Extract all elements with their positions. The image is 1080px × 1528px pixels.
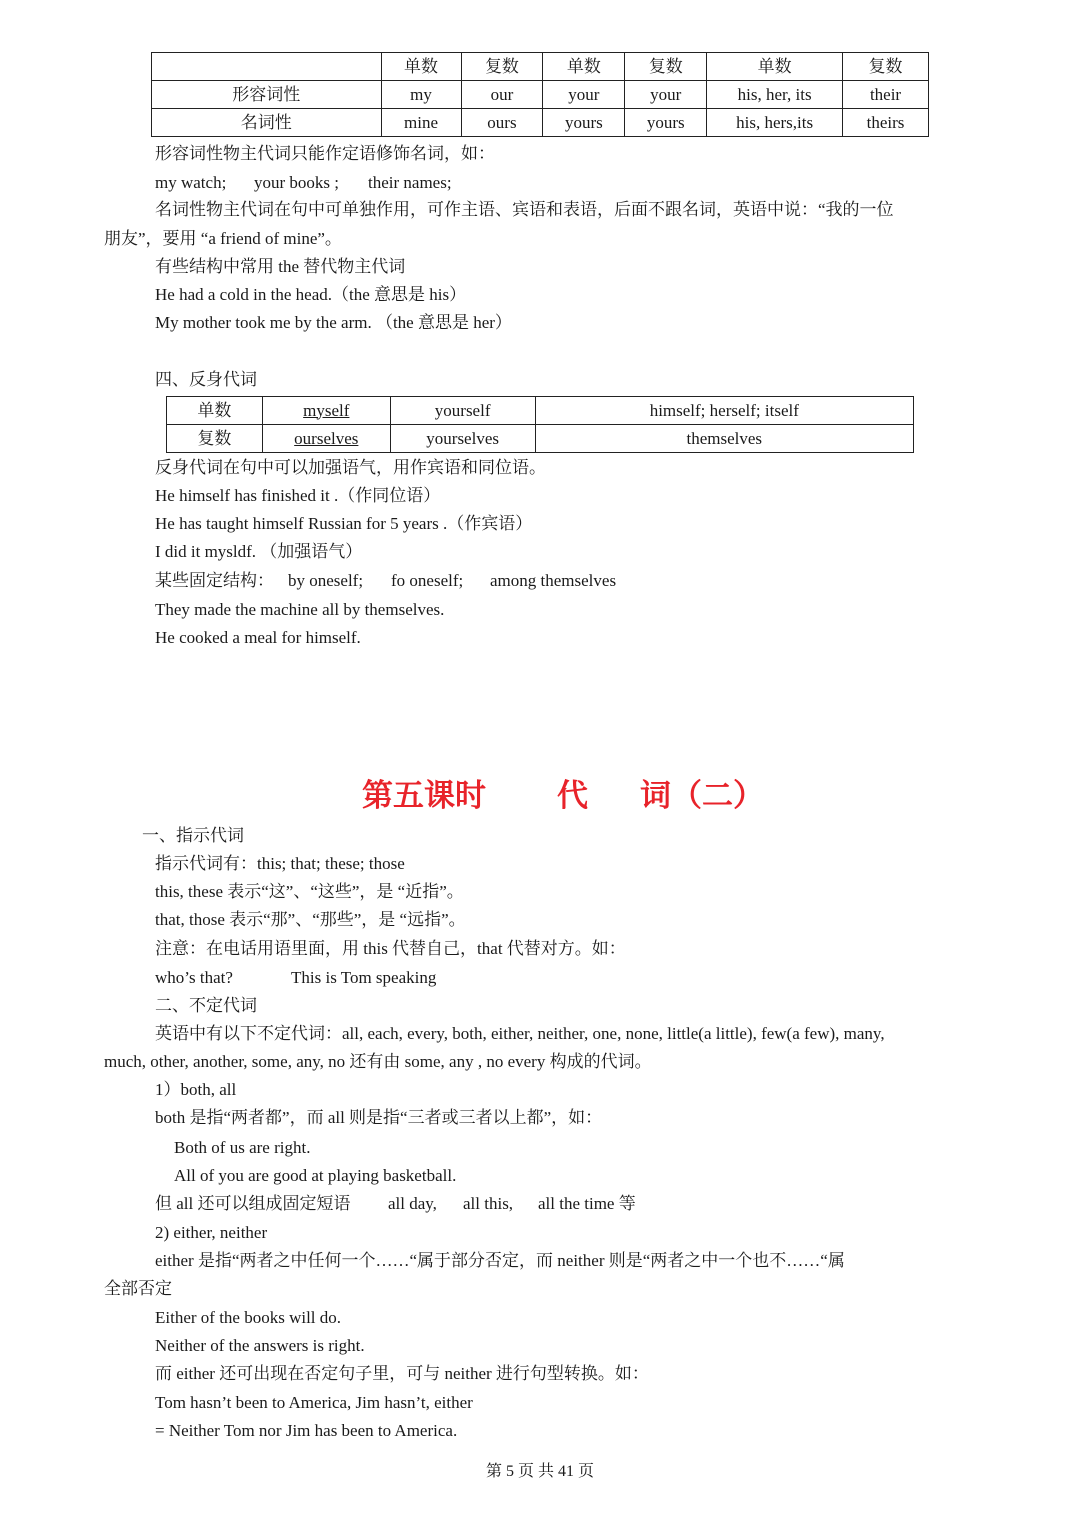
example-sentence: They made the machine all by themselves. (155, 600, 445, 619)
header-cell: 复数 (625, 53, 707, 81)
paragraph: 有些结构中常用 the 替代物主代词 (155, 257, 406, 276)
example-sentence: This is Tom speaking (291, 968, 437, 987)
paragraph: that, those 表示“那”、“那些”，是 “远指”。 (155, 910, 466, 929)
fixed-phrase: all the time 等 (538, 1194, 636, 1213)
reflexive-pronoun-table (166, 396, 914, 453)
table-row (152, 81, 929, 109)
subsection-heading: 1）both, all (155, 1080, 237, 1099)
section-heading: 二、不定代词 (155, 996, 257, 1015)
paragraph: 反身代词在句中可以加强语气，用作宾语和同位语。 (155, 458, 546, 477)
paragraph: both 是指“两者都”，而 all 则是指“三者或三者以上都”，如： (155, 1108, 603, 1127)
table-cell: our (461, 81, 543, 109)
row-label: 形容词性 (152, 81, 382, 109)
paragraph: 形容词性物主代词只能作定语修饰名词，如： (155, 144, 495, 163)
header-cell (152, 53, 382, 81)
table-row (167, 397, 914, 425)
fixed-phrase: among themselves (490, 571, 617, 590)
table-cell: yours (543, 109, 625, 137)
table-cell: mine (381, 109, 461, 137)
example-sentence: Tom hasn’t been to America, Jim hasn’t, either (155, 1393, 473, 1412)
example-sentence: He has taught himself Russian for 5 years .（作宾语） (155, 514, 533, 533)
subsection-heading: 2) either, neither (155, 1223, 268, 1242)
example-sentence: He had a cold in the head.（the 意思是 his） (155, 285, 467, 304)
example-sentence: Either of the books will do. (155, 1308, 342, 1327)
paragraph: 名词性物主代词在句中可单独作用，可作主语、宾语和表语，后面不跟名词，英语中说：“我的一位 (155, 200, 894, 219)
example-sentence: He himself has finished it .（作同位语） (155, 486, 441, 505)
lesson-title-part: 词（二） (640, 778, 764, 814)
table-row (167, 425, 914, 453)
fixed-phrase: all day, (388, 1194, 437, 1213)
example-sentence: who’s that? (155, 968, 233, 987)
table-cell: ours (461, 109, 543, 137)
example-sentence: My mother took me by the arm. （the 意思是 her） (155, 313, 512, 332)
example-sentence: He cooked a meal for himself. (155, 628, 361, 647)
header-cell: 单数 (381, 53, 461, 81)
header-cell: 复数 (461, 53, 543, 81)
table-cell: your (625, 81, 707, 109)
paragraph: 注意：在电话用语里面，用 this 代替自己，that 代替对方。如： (155, 939, 626, 958)
paragraph: either 是指“两者之中任何一个……“属于部分否定，而 neither 则是“两者之中一个也不……“属 (155, 1251, 845, 1270)
row-label: 名词性 (152, 109, 382, 137)
example-sentence: Both of us are right. (174, 1138, 311, 1157)
paragraph: 而 either 还可出现在否定句子里，可与 neither 进行句型转换。如： (155, 1364, 649, 1383)
table-cell: yours (625, 109, 707, 137)
example-sentence: Neither of the answers is right. (155, 1336, 365, 1355)
table-cell: himself; herself; itself (535, 397, 913, 425)
example-sentence: = Neither Tom nor Jim has been to America. (155, 1421, 458, 1440)
table-cell: ourselves (262, 425, 390, 453)
example-sentence: I did it mysldf. （加强语气） (155, 542, 363, 561)
table-cell: his, hers,its (707, 109, 843, 137)
paragraph: 某些固定结构： (155, 571, 274, 590)
paragraph: 但 all 还可以组成固定短语 (155, 1194, 351, 1213)
table-cell: his, her, its (707, 81, 843, 109)
paragraph: this, these 表示“这”、“这些”，是 “近指”。 (155, 882, 464, 901)
example-sentence: All of you are good at playing basketball. (174, 1166, 457, 1185)
table-cell: yourself (390, 397, 535, 425)
table-cell: their (843, 81, 929, 109)
row-label: 复数 (167, 425, 263, 453)
section-heading: 一、指示代词 (142, 826, 244, 845)
example-phrase: their names; (368, 173, 452, 192)
paragraph-continuation: 全部否定 (104, 1279, 172, 1298)
fixed-phrase: by oneself; (288, 571, 364, 590)
fixed-phrase: all this, (463, 1194, 514, 1213)
header-cell: 单数 (543, 53, 625, 81)
table-header-row (152, 53, 929, 81)
lesson-title-part: 代 (557, 778, 588, 814)
lesson-title (0, 770, 1080, 816)
fixed-phrase: fo oneself; (391, 571, 464, 590)
paragraph: 英语中有以下不定代词：all, each, every, both, either, neither, one, none, little(a little), few(a few), many, (155, 1024, 885, 1043)
page-number: 第 5 页 共 41 页 (485, 1463, 594, 1480)
table-cell: yourselves (390, 425, 535, 453)
header-cell: 复数 (843, 53, 929, 81)
paragraph-continuation: much, other, another, some, any, no 还有由 some, any , no every 构成的代词。 (104, 1052, 652, 1071)
paragraph-continuation: 朋友”，要用 “a friend of mine”。 (104, 229, 342, 248)
possessive-pronoun-table (151, 52, 929, 137)
table-row (152, 109, 929, 137)
paragraph: 指示代词有：this; that; these; those (155, 854, 405, 873)
table-cell: theirs (843, 109, 929, 137)
table-cell: themselves (535, 425, 913, 453)
header-cell: 单数 (707, 53, 843, 81)
table-cell: myself (262, 397, 390, 425)
example-phrase: my watch; (155, 173, 227, 192)
section-heading: 四、反身代词 (155, 370, 257, 389)
lesson-title-part: 第五课时 (362, 778, 486, 814)
example-phrase: your books ; (254, 173, 339, 192)
table-cell: my (381, 81, 461, 109)
row-label: 单数 (167, 397, 263, 425)
table-cell: your (543, 81, 625, 109)
